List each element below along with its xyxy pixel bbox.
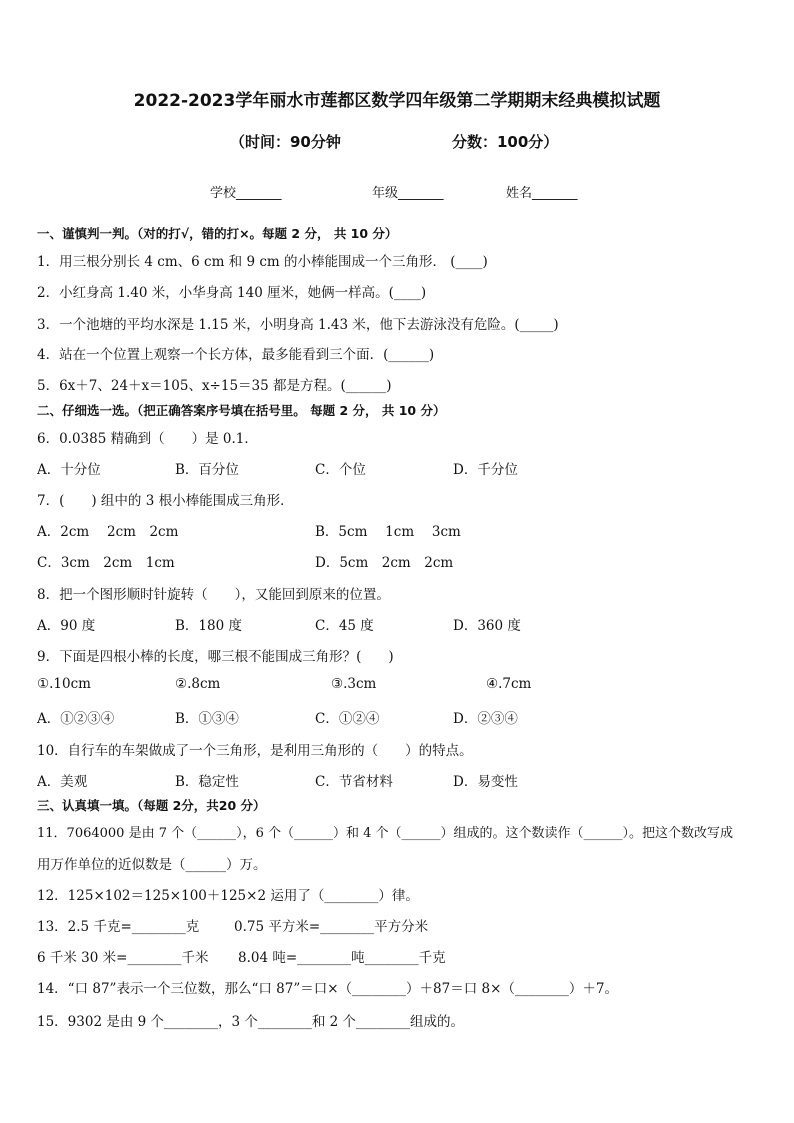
question-6: 6．0.0385 精确到（ ）是 0.1． — [37, 431, 258, 447]
q7-option-d[interactable]: D．5cm 2cm 2cm — [315, 555, 454, 571]
exam-score: 分数：100分） — [452, 133, 559, 151]
q9-stick-2: ②.8cm — [175, 676, 221, 692]
page-title: 2022-2023学年丽水市莲都区数学四年级第二学期期末经典模拟试题 — [133, 91, 661, 111]
q8-option-c[interactable]: C．45 度 — [315, 618, 374, 634]
question-13-part-3: 6 千米 30 米=________千米 — [37, 950, 209, 966]
q6-option-d[interactable]: D．千分位 — [453, 462, 518, 478]
question-13-part-4: 8.04 吨=________吨________千克 — [238, 950, 446, 966]
q6-option-a[interactable]: A．十分位 — [37, 462, 101, 478]
question-2: 2．小红身高 1.40 米，小华身高 140 厘米，她俩一样高。(____) — [37, 285, 427, 301]
q9-option-a[interactable]: A．①②③④ — [37, 711, 115, 727]
section-1-heading: 一、谨慎判一判。（对的打√，错的打×。每题 2 分， 共 10 分） — [37, 226, 398, 241]
question-12: 12．125×102＝125×100＋125×2 运用了（________）律。 — [37, 888, 419, 904]
question-13-part-2: 0.75 平方米=________平方分米 — [234, 919, 429, 935]
exam-time: （时间：90分钟 — [230, 133, 341, 151]
q10-option-b[interactable]: B．稳定性 — [175, 774, 239, 790]
question-11-line-2: 用万作单位的近似数是（______）万。 — [37, 857, 267, 873]
q10-option-c[interactable]: C．节省材料 — [315, 774, 393, 790]
q10-option-a[interactable]: A．美观 — [37, 774, 88, 790]
q7-option-a[interactable]: A．2cm 2cm 2cm — [37, 524, 179, 540]
q9-option-c[interactable]: C．①②④ — [315, 711, 380, 727]
question-4: 4．站在一个位置上观察一个长方体，最多能看到三个面．(______) — [37, 347, 435, 363]
section-2-heading: 二、仔细选一选。（把正确答案序号填在括号里。 每题 2 分， 共 10 分） — [37, 403, 446, 418]
q7-option-c[interactable]: C．3cm 2cm 1cm — [37, 555, 175, 571]
question-1: 1．用三根分别长 4 cm、6 cm 和 9 cm 的小棒能围成一个三角形． (____) — [37, 254, 488, 270]
q8-option-a[interactable]: A．90 度 — [37, 618, 96, 634]
q9-option-b[interactable]: B．①③④ — [175, 711, 239, 727]
q8-option-b[interactable]: B．180 度 — [175, 618, 242, 634]
q10-option-d[interactable]: D．易变性 — [453, 774, 518, 790]
q6-option-b[interactable]: B．百分位 — [175, 462, 239, 478]
q9-stick-1: ①.10cm — [37, 676, 91, 692]
question-9: 9．下面是四根小棒的长度，哪三根不能围成三角形？( ) — [37, 649, 394, 665]
question-8: 8．把一个图形顺时针旋转（ ），又能回到原来的位置。 — [37, 587, 390, 603]
question-15: 15．9302 是由 9 个________，3 个________和 2 个________组成的。 — [37, 1014, 465, 1030]
q9-stick-4: ④.7cm — [486, 676, 532, 692]
school-field[interactable]: 学校_______ — [210, 186, 282, 201]
question-3: 3．一个池塘的平均水深是 1.15 米，小明身高 1.43 米，他下去游泳没有危险。(_____) — [37, 317, 559, 333]
question-5: 5．6x＋7、24＋x＝105、x÷15＝35 都是方程。(______) — [37, 378, 392, 394]
question-7: 7．( ) 组中的 3 根小棒能围成三角形． — [37, 493, 294, 509]
q7-option-b[interactable]: B．5cm 1cm 3cm — [315, 524, 461, 540]
grade-field[interactable]: 年级_______ — [372, 186, 444, 201]
section-3-heading: 三、认真填一填。（每题 2分，共20 分） — [37, 798, 266, 813]
q9-stick-3: ③.3cm — [331, 676, 377, 692]
q8-option-d[interactable]: D．360 度 — [453, 618, 521, 634]
question-14: 14．“口 87”表示一个三位数，那么“口 87”＝口×（________）＋87＝口 8×（________）＋7。 — [37, 981, 618, 997]
name-field[interactable]: 姓名_______ — [506, 186, 578, 201]
question-10: 10．自行车的车架做成了一个三角形，是利用三角形的（ ）的特点。 — [37, 743, 473, 759]
question-11-line-1: 11．7064000 是由 7 个（______），6 个（______）和 4 个（______）组成的。这个数读作（______）。把这个数改写成 — [37, 826, 734, 841]
question-13-part-1: 13．2.5 千克=________克 — [37, 919, 200, 935]
q6-option-c[interactable]: C．个位 — [315, 462, 366, 478]
q9-option-d[interactable]: D．②③④ — [453, 711, 518, 727]
